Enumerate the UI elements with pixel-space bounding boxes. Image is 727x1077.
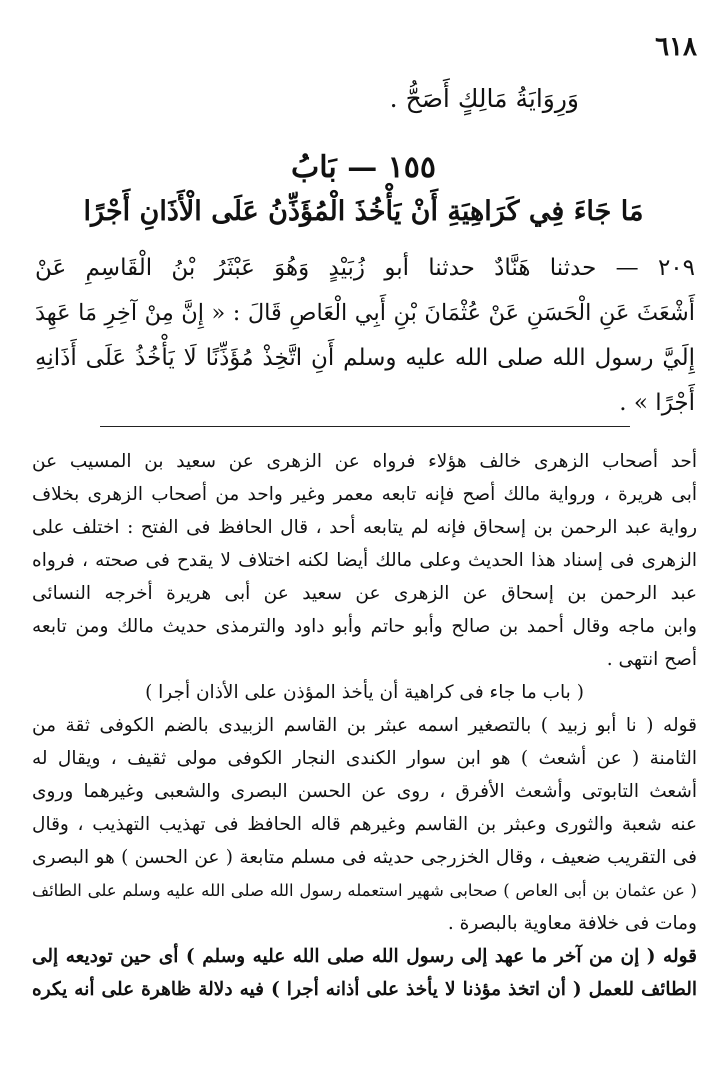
hadith-line: ٢٠٩ — حدثنا هَنَّادٌ حدثنا أبو زُبَيْدٍ وَهُوَ عَبْثَرُ بْنُ الْقَاسِمِ عَنْ (35, 255, 695, 281)
commentary-line: الثامنة ( عن أشعث ) هو ابن سوار الكندى النجار الكوفى مولى ثقيف ، ويقال له (32, 748, 697, 769)
commentary-line: قوله ( إن من آخر ما عهد إلى رسول الله صلى الله عليه وسلم ) أى حين توديعه إلى (32, 946, 697, 967)
chapter-heading: ١٥٥ — بَابُ (291, 150, 436, 185)
hadith-line: أَشْعَثَ عَنِ الْحَسَنِ عَنْ عُثْمَانَ بْنِ أَبِي الْعَاصِ قَالَ : « إِنَّ مِنْ آخِرِ مَا عَهِدَ (35, 300, 695, 326)
commentary-line: أحد أصحاب الزهرى خالف هؤلاء فرواه عن الزهرى عن سعيد بن المسيب عن (32, 451, 697, 472)
commentary-line: الطائف للعمل ( أن اتخذ مؤذنا لا يأخذ على أذانه أجرا ) فيه دلالة ظاهرة على أنه يكره (32, 979, 697, 1000)
commentary-line: قوله ( نا أبو زبيد ) بالتصغير اسمه عبثر بن القاسم الزبيدى بالضم الكوفى ثقة من (32, 715, 697, 736)
commentary-line: ( عن عثمان بن أبى العاص ) صحابى شهير استعمله رسول الله صلى الله عليه وسلم على الطائف (32, 881, 697, 900)
commentary-line: أشعث التابوتى وأشعث الأفرق ، روى عن الحسن البصرى والشعبى وغيرهما وروى (32, 781, 697, 802)
commentary-line: رواية عبد الرحمن بن إسحاق فإنه لم يتابعه أحد ، قال الحافظ فى الفتح : اختلف على (32, 517, 697, 538)
commentary-line: أبى هريرة ، ورواية مالك أصح فإنه تابعه معمر وغير واحد من أصحاب الزهرى بخلاف (32, 484, 697, 505)
hadith-line: أَجْرًا » . (619, 390, 695, 416)
commentary-line: عبد الرحمن بن إسحاق عن الزهرى عن سعيد عن أبى هريرة أخرجه النسائى (32, 583, 697, 604)
previous-chapter-closing-line: وَرِوَايَةُ مَالِكٍ أَصَحُّ . (389, 84, 579, 113)
hadith-line: إِلَيَّ رسول الله صلى الله عليه وسلم أَنِ اتَّخِذْ مُؤَذِّنًا لَا يَأْخُذُ عَلَى أَذَانِهِ (35, 345, 695, 371)
commentary-line: ومات فى خلافة معاوية بالبصرة . (447, 913, 697, 934)
commentary-line: فى التقريب ضعيف ، وقال الخزرجى حديثه فى مسلم متابعة ( عن الحسن ) هو البصرى (32, 847, 697, 868)
commentary-section-heading: ( باب ما جاء فى كراهية أن يأخذ المؤذن على الأذان أجرا ) (145, 682, 584, 703)
chapter-title: مَا جَاءَ فِي كَرَاهِيَةِ أَنْ يَأْخُذَ الْمُؤَذِّنُ عَلَى الْأَذَانِ أَجْرًا (83, 196, 644, 227)
hadith-text (35, 246, 695, 426)
commentary-line: عنه شعبة والثورى وعبثر بن القاسم وغيرهم قاله الحافظ فى تهذيب التهذيب ، وقال (32, 814, 697, 835)
commentary-line: أصح انتهى . (606, 649, 697, 670)
footnote-divider (100, 426, 630, 427)
commentary-text (32, 445, 697, 1006)
commentary-line: وابن ماجه وقال أحمد بن صالح وأبو حاتم وأبو داود والترمذى حديث مالك ومن تابعه (32, 616, 697, 637)
page-number: ٦١٨ (655, 32, 697, 62)
commentary-line: الزهرى فى إسناد هذا الحديث وعلى مالك أيضا لكنه اختلاف لا يقدح فى صحته ، فرواه (32, 550, 697, 571)
